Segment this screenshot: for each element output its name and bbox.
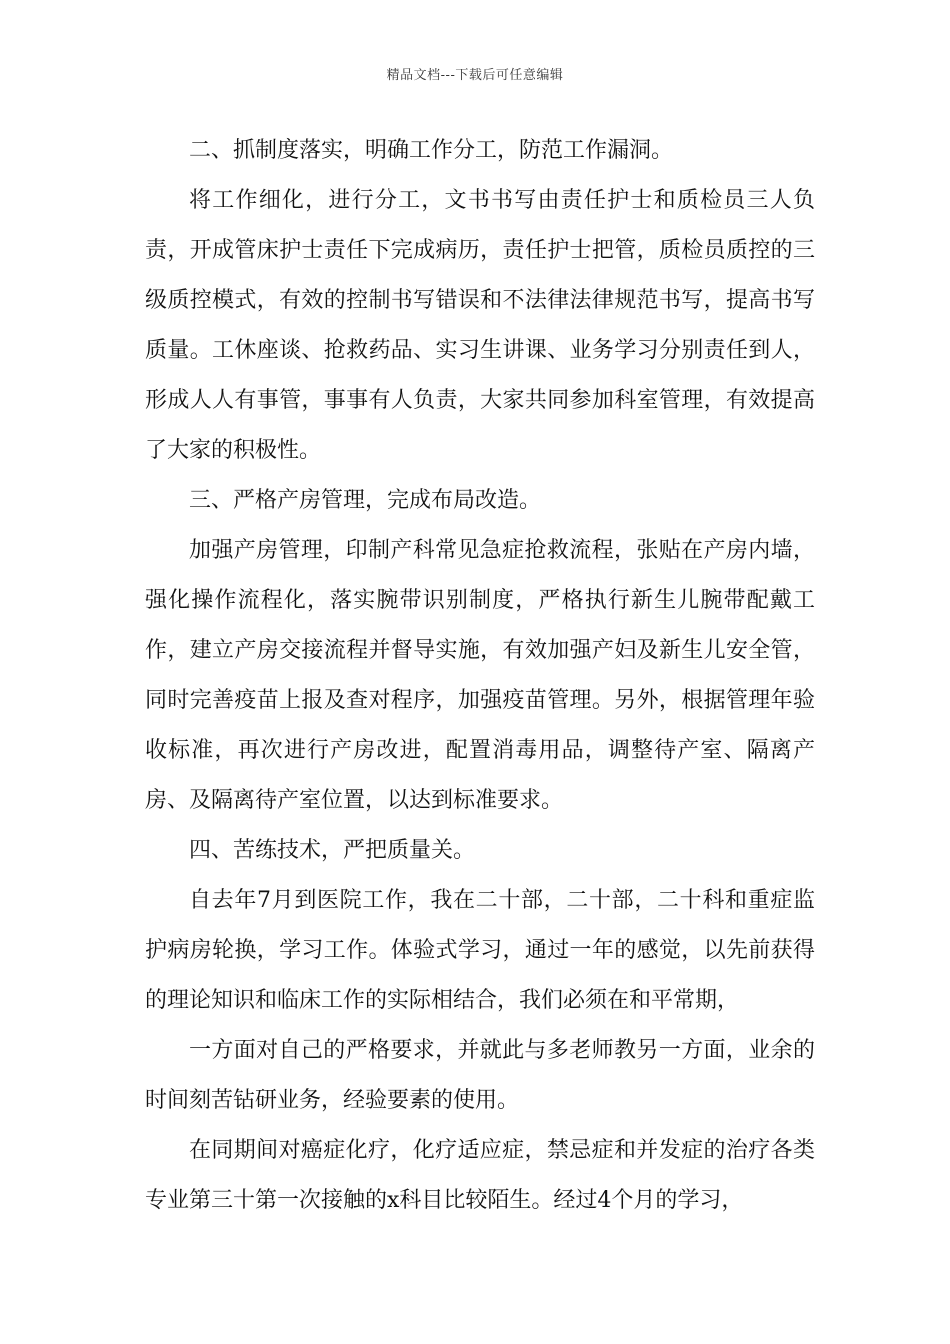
section-heading-4: 四、苦练技术，严把质量关。 xyxy=(189,838,476,863)
document-body xyxy=(145,126,815,1226)
section-heading-3: 三、严格产房管理，完成布局改造。 xyxy=(189,488,542,513)
paragraph-work-history: 自去年7月到医院工作，我在二十部，二十部，二十科和重症监护病房轮换，学习工作。体验式学习，通过一年的感觉，以先前获得的理论知识和临床工作的实际相结合，我们必须在和平常期， xyxy=(145,888,815,1013)
section-heading-2: 二、抓制度落实，明确工作分工，防范工作漏洞。 xyxy=(189,138,674,163)
page-header: 精品文档---下载后可任意编辑 xyxy=(386,68,564,83)
paragraph-delivery-room: 加强产房管理，印制产科常见急症抢救流程，张贴在产房内墙，强化操作流程化，落实腕带识别制度，严格执行新生儿腕带配戴工作，建立产房交接流程并督导实施，有效加强产妇及新生儿安全管，同时完善疫苗上报及查对程序，加强疫苗管理。另外，根据管理年验收标准，再次进行产房改进，配置消毒用品，调整待产室、隔离产房、及隔离待产室位置，以达到标准要求。 xyxy=(145,538,815,813)
paragraph-self-requirement: 一方面对自己的严格要求，并就此与多老师教另一方面，业余的时间刻苦钻研业务，经验要素的使用。 xyxy=(145,1038,815,1113)
paragraph-work-division: 将工作细化，进行分工，文书书写由责任护士和质检员三人负责，开成管床护士责任下完成病历，责任护士把管，质检员质控的三级质控模式，有效的控制书写错误和不法律法律规范书写，提高书写质量。工休座谈、抢救药品、实习生讲课、业务学习分别责任到人，形成人人有事管，事事有人负责，大家共同参加科室管理，有效提高了大家的积极性。 xyxy=(145,188,815,463)
paragraph-chemotherapy: 在同期间对癌症化疗，化疗适应症，禁忌症和并发症的治疗各类专业第三十第一次接触的x科目比较陌生。经过4个月的学习， xyxy=(145,1138,815,1213)
